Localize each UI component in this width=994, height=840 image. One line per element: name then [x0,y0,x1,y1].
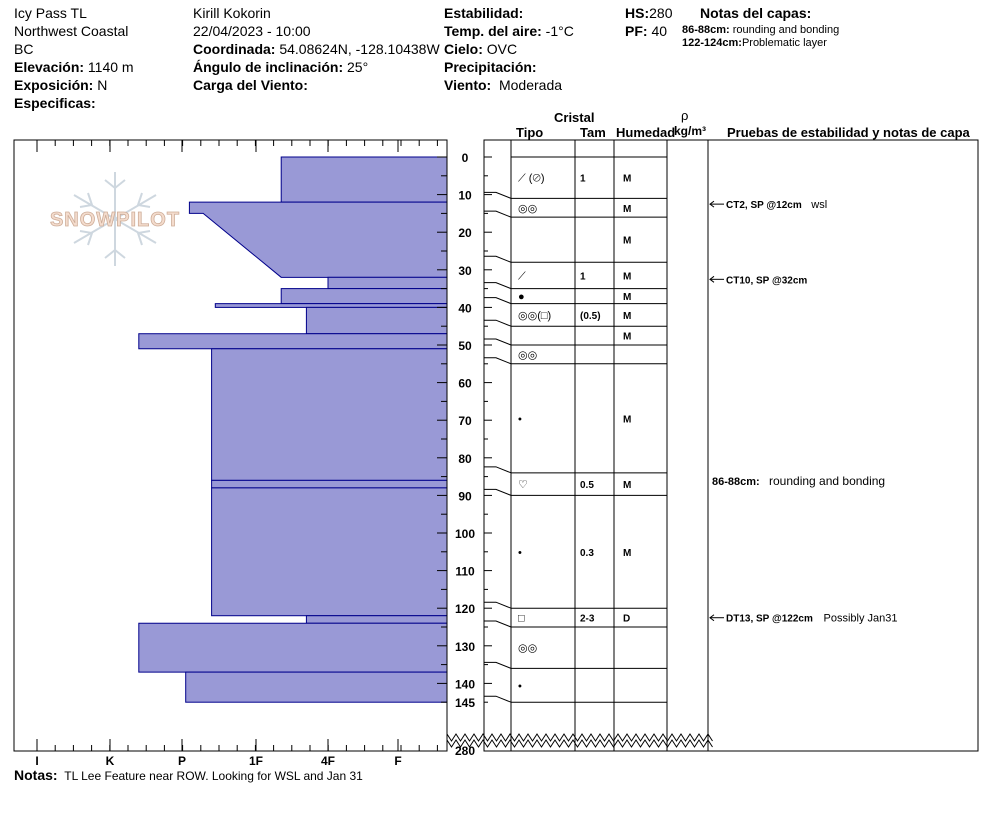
depth-tick-label: 80 [458,451,472,466]
layer-grain-type: □ [518,612,525,625]
density-symbol: ρ [681,108,689,123]
layer-connector [484,662,511,668]
layer-connector [484,211,511,217]
depth-tick-label: 50 [458,339,472,353]
depth-tick-label: 145 [454,696,476,711]
hardness-bar-11 [139,623,447,672]
depth-tick-label: 10 [458,188,472,203]
hardness-tick-label: 1F [248,754,264,768]
wind-label: Viento: [444,77,492,93]
hardness-bar-1 [189,202,447,277]
layer-moisture: M [623,480,632,492]
depth-tick-label: 70 [458,414,472,429]
hardness-bar-7 [212,349,447,481]
layer-grain-size: 1 [580,271,586,283]
tests-header: Pruebas de estabilidad y notas de capa [727,125,970,140]
slope-value: 25° [347,59,369,75]
hardness-bar-5 [306,307,447,333]
layer-connector [484,358,511,364]
hardness-bar-10 [306,616,447,624]
depth-tick-label: 30 [458,263,472,278]
hardness-bar-12 [186,672,447,702]
layer-grain-type: • [518,680,522,693]
depth-tick-label: 0 [461,151,469,165]
test-label: CT10, SP @32cm [726,275,808,287]
site-region: Northwest Coastal [14,23,129,39]
axis-break [447,734,713,741]
layer-connector [484,602,511,608]
observation-datetime: 22/04/2023 - 10:00 [193,23,311,39]
layer-moisture: D [623,613,631,625]
layer-connector [484,298,511,304]
aspect-label: Exposición: [14,77,94,93]
hs-value: 280 [649,5,673,21]
air-temp-value: -1°C [545,23,574,39]
test-note: Possibly Jan31 [823,612,898,625]
hardness-bar-4 [215,304,447,308]
depth-tick-label: 40 [458,301,472,316]
layer-connector [484,256,511,262]
layer-connector [484,320,511,326]
layer-moisture: M [623,331,632,343]
depth-tick-label: 120 [454,602,476,617]
layer-connector [484,696,511,702]
layer-grain-type: • [518,413,522,426]
layer-moisture: M [623,235,632,247]
layer-moisture: M [623,271,632,283]
hardness-tick-label: 4F [320,754,336,768]
notes [14,766,363,785]
layer-note-text: rounding and bonding [769,473,886,488]
aspect-value: N [97,77,108,93]
snowpilot-logo [50,172,180,266]
pf-value: 40 [651,23,668,39]
layer-connector [484,621,511,627]
test-label: CT2, SP @12cm [726,200,802,212]
hardness-bar-9 [212,488,447,616]
elevation-value: 1140 m [87,59,134,75]
layer-note-2: 122-124cm:Problematic layer [682,37,827,49]
layer-moisture: M [623,173,632,185]
layer-connector [484,467,511,473]
layer-connector [484,339,511,345]
wind-value: Moderada [498,77,563,93]
layer-grain-size: 0.5 [580,480,594,492]
hardness-bar-6 [139,334,447,349]
layer-moisture: M [623,292,632,304]
test-note: wsl [811,199,828,212]
layer-grain-type: • [518,546,522,559]
depth-tick-label: 110 [455,564,475,579]
depth-tick-label: 140 [454,677,476,692]
crystal-header: Cristal [554,110,595,125]
moisture-header: Humedad [616,125,676,140]
layer-grain-type: ◎◎ [518,202,538,215]
layer-grain-type: ♡ [518,479,528,492]
elevation-label: Elevación: [14,59,85,75]
layer-note-label: 86-88cm: [712,475,760,488]
stability-label: Estabilidad: [444,5,524,21]
sky-label: Cielo: [444,41,483,57]
hardness-tick-label: P [177,754,187,768]
layer-grain-size: 0.3 [580,547,594,559]
layer-grain-type: ● [518,291,525,304]
slope-label: Ángulo de inclinación: [193,59,344,75]
observer-name: Kirill Kokorin [193,5,271,21]
layer-note-1: 86-88cm: rounding and bonding [682,24,840,36]
depth-tick-label: 90 [458,489,472,504]
density-unit: kg/m³ [674,124,707,138]
hardness-profile [139,157,447,702]
axis-break [447,740,713,747]
layer-moisture: M [623,203,632,215]
wind-load-label: Carga del Viento: [193,77,308,93]
layer-grain-size: 1 [580,173,586,185]
pf-label: PF: [625,23,648,39]
layer-moisture: M [623,414,632,426]
site-name: Icy Pass TL [14,5,87,21]
layer-connector [484,192,511,198]
layer-frame [484,140,978,751]
sky-value: OVC [486,41,518,57]
layer-grain-type: ⟋ [518,270,526,283]
layer-grain-type: ◎◎ [518,349,538,362]
hardness-tick-label: I [35,754,39,768]
layer-connector [484,283,511,289]
depth-tick-label: 20 [458,226,472,241]
hardness-bar-2 [328,277,447,288]
hardness-bar-0 [281,157,447,202]
precip-label: Precipitación: [444,59,537,75]
layer-moisture: M [623,547,632,559]
layer-grain-type: ⟋ (⊘) [518,172,545,185]
hardness-bar-8 [212,480,447,488]
hardness-bar-3 [281,289,447,304]
depth-break-label: 280 [454,744,476,758]
svg-text:SNOWPILOT: SNOWPILOT [49,209,181,231]
size-header: Tam [580,125,606,140]
depth-tick-label: 100 [454,527,476,541]
layer-connector [484,489,511,495]
hs-label: HS: [625,5,650,21]
layer-grain-size: 2-3 [580,613,595,625]
layer-grain-size: (0.5) [580,310,601,322]
layer-table [484,140,708,751]
test-label: DT13, SP @122cm [726,613,813,625]
layer-grain-type: ◎◎ [518,642,538,655]
stability-tests [710,199,898,625]
hardness-tick-label: K [105,754,115,768]
depth-tick-label: 130 [454,639,476,654]
layer-grain-type: ◎◎(□) [518,309,552,322]
coord-label: Coordinada: [193,41,276,57]
notes-text: TL Lee Feature near ROW. Looking for WSL and Jan 31 [64,769,363,783]
site-province: BC [14,41,34,57]
depth-tick-label: 60 [458,376,472,391]
type-header: Tipo [516,125,544,140]
air-temp-label: Temp. del aire: [444,23,542,39]
coord-value: 54.08624N, -128.10438W [279,41,440,57]
layer-notes-title: Notas del capas: [700,5,812,21]
specifics-label: Especificas: [14,95,96,111]
layer-moisture: M [623,310,632,322]
notes-label: Notas: [14,767,58,783]
hardness-tick-label: F [394,754,402,768]
